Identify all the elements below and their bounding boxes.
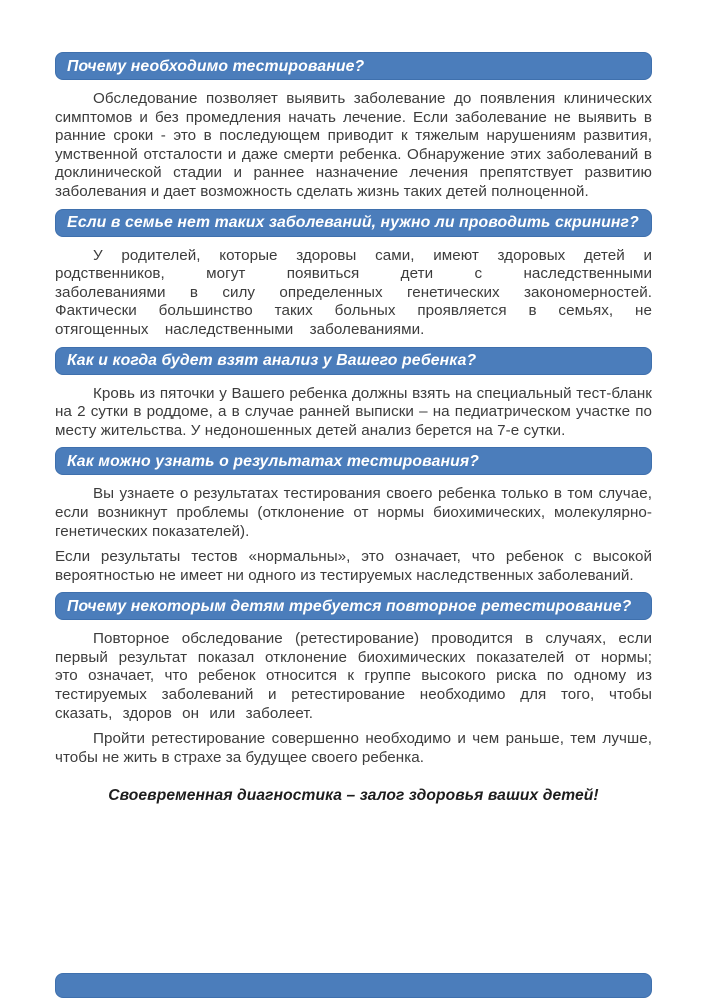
section-heading-how-when-sample: Как и когда будет взят анализ у Вашего ребенка?: [55, 347, 652, 375]
paragraph-retesting-2: Пройти ретестирование совершенно необходимо и чем раньше, тем лучше, чтобы не жить в страхе за будущее своего ребенка.: [55, 730, 652, 766]
section-retesting: [55, 592, 652, 767]
section-heading-family-history: Если в семье нет таких заболеваний, нужно ли проводить скрининг?: [55, 209, 652, 237]
paragraph-why-testing: Обследование позволяет выявить заболевание до появления клинических симптомов и без промедления начать лечение. Если заболевание не выявить в ранние сроки - это в последующем приводит к тяжелым нарушениям развития, умственной отсталости и даже смерти ребенка. Обнаружение этих заболеваний в доклинической стадии и раннее назначение лечения препятствует развитию заболевания и дает возможность сделать жизнь таких детей полноценной.: [55, 90, 652, 200]
section-results: [55, 447, 652, 585]
section-how-when-sample: [55, 347, 652, 441]
footer-accent-bar: [55, 973, 652, 998]
section-heading-retesting: Почему некоторым детям требуется повторное ретестирование?: [55, 592, 652, 620]
section-family-history: [55, 209, 652, 340]
paragraph-results-1: Вы узнаете о результатах тестирования своего ребенка только в том случае, если возникнут проблемы (отклонение от нормы биохимических, молекулярно-генетических показателей).: [55, 485, 652, 540]
paragraph-family-history: У родителей, которые здоровы сами, имеют здоровых детей и родственников, могут появиться дети с наследственными заболеваниями в силу определенных генетических закономерностей. Фактически большинство таких больных проявляется в семьях, не отягощенных наследственными заболеваниями.: [55, 246, 652, 338]
closing-slogan: Своевременная диагностика – залог здоровья ваших детей!: [108, 787, 599, 805]
section-heading-why-testing: Почему необходимо тестирование?: [55, 52, 652, 80]
section-why-testing: [55, 52, 652, 202]
paragraph-retesting-1: Повторное обследование (ретестирование) проводится в случаях, если первый результат показал отклонение биохимических показателей от нормы; это означает, что ребенок относится к группе высокого риска по одному из тестируемых заболеваний и ретестирование необходимо для того, чтобы сказать, здоров он или заболеет.: [55, 630, 652, 722]
paragraph-results-2: Если результаты тестов «нормальны», это означает, что ребенок с высокой вероятностью не имеет ни одного из тестируемых наследственных заболеваний.: [55, 548, 652, 584]
paragraph-how-when-sample: Кровь из пяточки у Вашего ребенка должны взять на специальный тест-бланк на 2 сутки в роддоме, а в случае ранней выписки – на педиатрическом участке по месту жительства. У недоношенных детей анализ берется на 7-е сутки.: [55, 384, 652, 439]
section-heading-results: Как можно узнать о результатах тестирования?: [55, 447, 652, 475]
